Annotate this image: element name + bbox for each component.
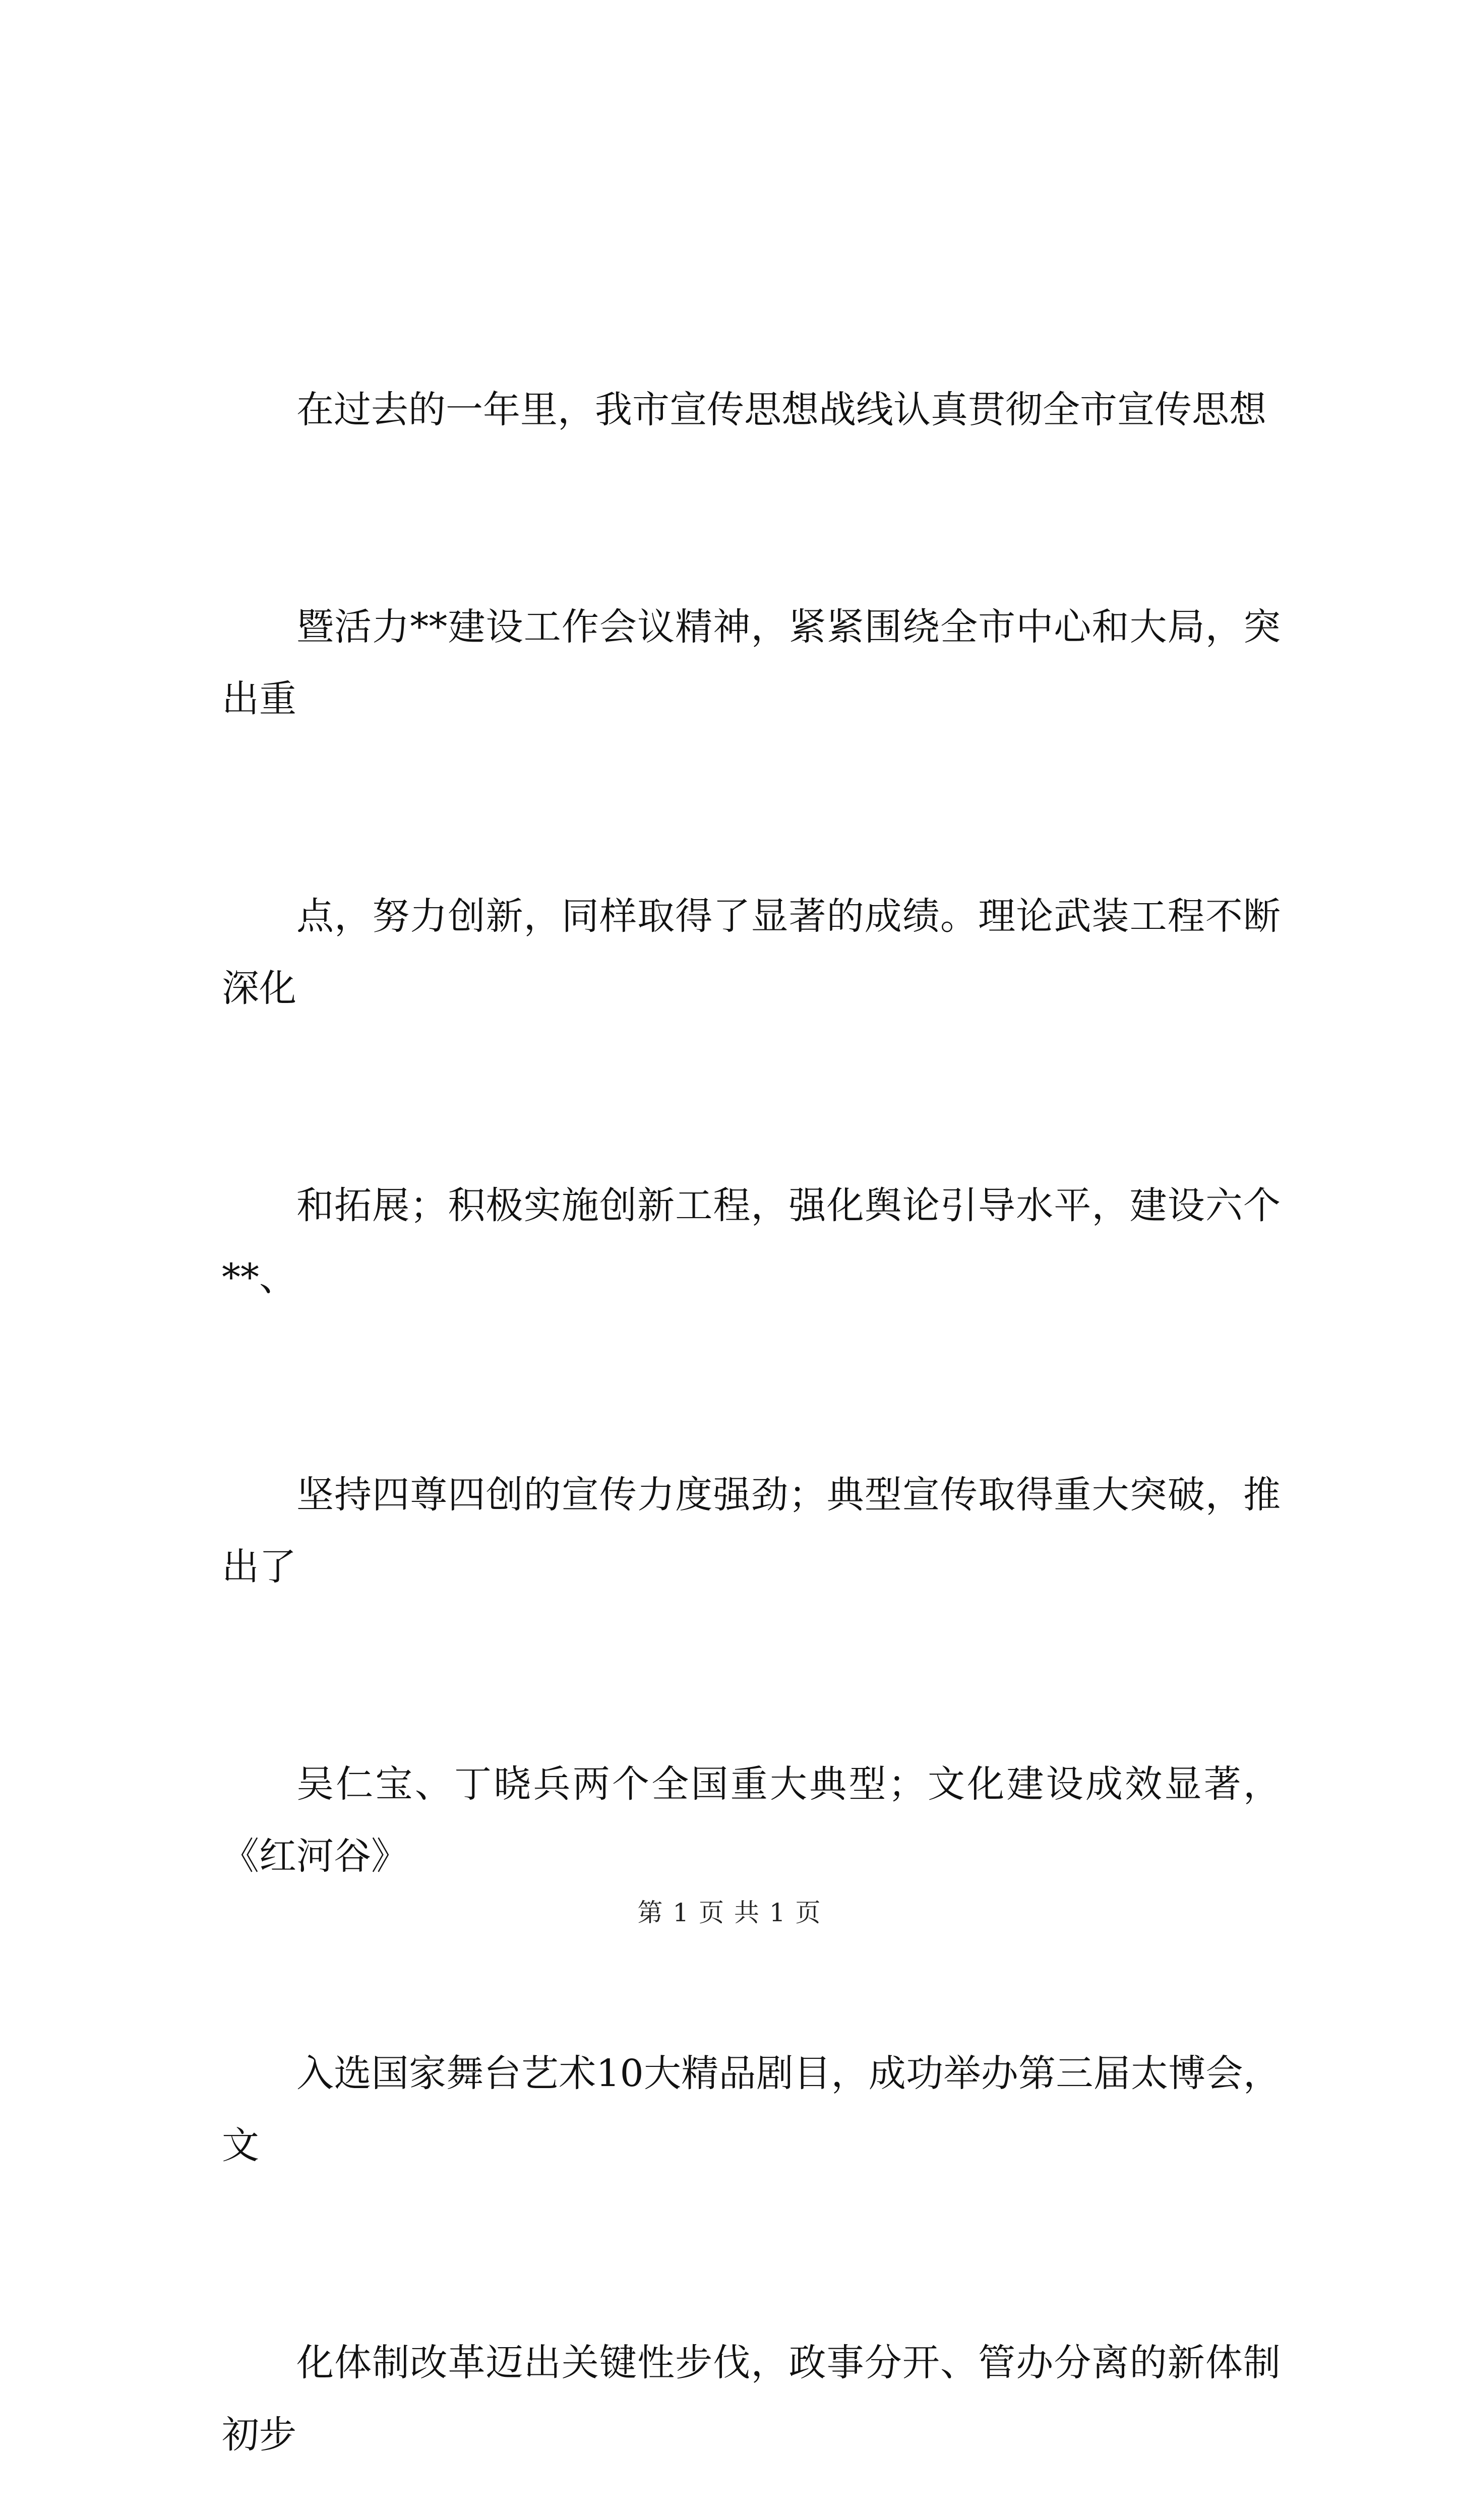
body-text <box>222 229 1281 2520</box>
text-line: 暨活力**建设工作会议精神，紧紧围绕全市中心和大局，突出重 <box>222 605 1281 721</box>
text-line: 点，努力创新，同样取得了显著的成绩。理论武装工程不断深化 <box>222 894 1281 1010</box>
text-line: 入选国家舞台艺术10大精品剧目，成功举办第三届太博会，文 <box>222 2051 1281 2167</box>
text-line: 和拓展；积极实施创新工程，强化舆论引导水平，建设六个**、 <box>222 1183 1281 1299</box>
text-line: 吴仁宝、丁晓兵两个全国重大典型；文化建设成效显著，《红河谷》 <box>222 1762 1281 1878</box>
paragraph-1 <box>222 229 1281 2520</box>
page-footer <box>0 1893 1459 1929</box>
text-line: 化体制改革迈出关键性步伐，政事分开、管办分离的新体制初步 <box>222 2341 1281 2456</box>
text-line: 在过去的一年里，我市宣传思想战线认真贯彻全市宣传思想 <box>296 388 1266 431</box>
text-line: 坚持四尊四创的宣传力度强劲；典型宣传取得重大突破，推出了 <box>222 1473 1281 1589</box>
page-number-label: 第 1 页 共 1 页 <box>637 1898 822 1927</box>
